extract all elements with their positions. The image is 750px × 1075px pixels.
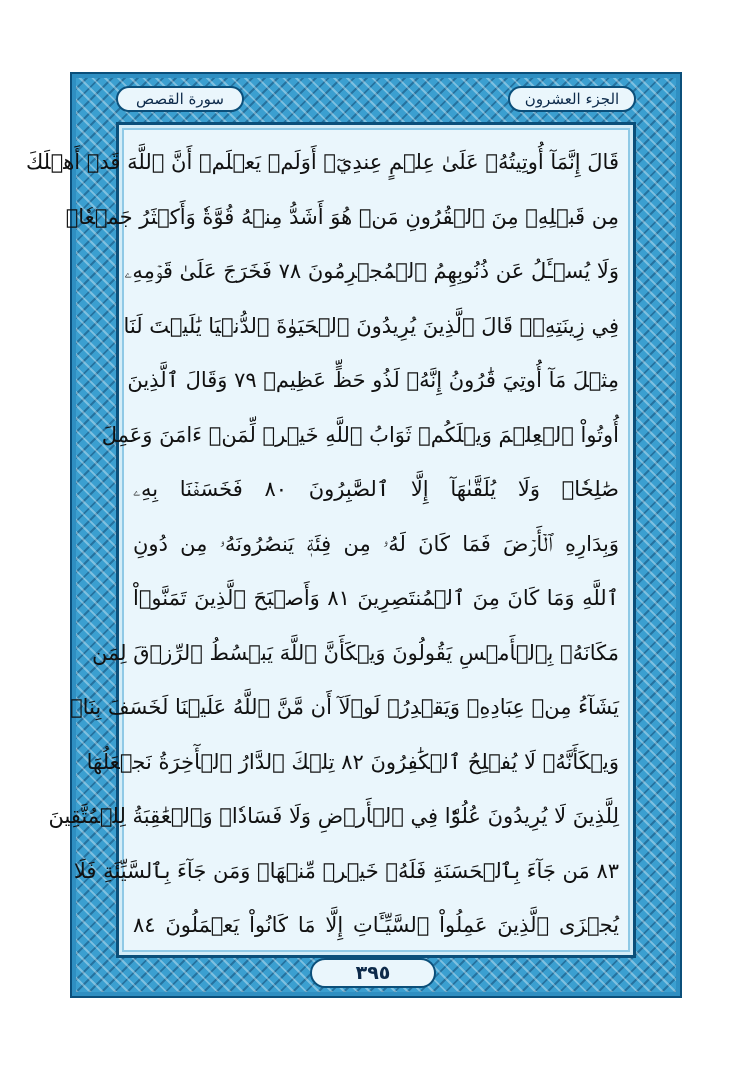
verse-line-11: يَشَآءُ مِنۡ عِبَادِهِۦ وَيَقۡدِرُۖ لَوۡلَآ أَن مَّنَّ ٱللَّهُ عَلَيۡنَا لَخَسَفَ بِنَاۖ [70, 695, 619, 719]
verse-line-14: ٨٣ مَن جَآءَ بِٱلۡحَسَنَةِ فَلَهُۥ خَيۡرٞ مِّنۡهَاۖ وَمَن جَآءَ بِٱلسَّيِّئَةِ فَلَا [73, 858, 619, 883]
text-panel [25, 122, 636, 958]
page-number: ٣٩٥ [310, 958, 436, 988]
verse-line-12: وَيۡكَأَنَّهُۥ لَا يُفۡلِحُ ٱلۡكَٰفِرُونَ ٨٢ تِلۡكَ ٱلدَّارُ ٱلۡأٓخِرَةُ نَجۡعَلُهَا [86, 749, 619, 774]
verse-line-7: صَٰلِحٗاۚ وَلَا يُلَقَّىٰهَآ إِلَّا ٱلصَّٰبِرُونَ ٨٠ فَخَسَفۡنَا بِهِۦ [133, 477, 619, 501]
verse-line-4: فِي زِينَتِهِۦۖ قَالَ ٱلَّذِينَ يُرِيدُونَ ٱلۡحَيَوٰةَ ٱلدُّنۡيَا يَٰلَيۡتَ لَنَا [123, 313, 619, 338]
juz-label: الجزء العشرون [508, 86, 636, 112]
verse-line-1: قَالَ إِنَّمَآ أُوتِيتُهُۥ عَلَىٰ عِلۡمٍ عِندِيٓۚ أَوَلَمۡ يَعۡلَمۡ أَنَّ ٱللَّهَ قَدۡ أَهۡلَكَ [25, 150, 619, 174]
verse-line-13: لِلَّذِينَ لَا يُرِيدُونَ عُلُوّٗا فِي ٱلۡأَرۡضِ وَلَا فَسَادٗاۚ وَٱلۡعَٰقِبَةُ لِلۡمُتَّقِينَ [48, 804, 619, 828]
verse-line-6: أُوتُواْ ٱلۡعِلۡمَ وَيۡلَكُمۡ ثَوَابُ ٱللَّهِ خَيۡرٞ لِّمَنۡ ءَامَنَ وَعَمِلَ [101, 422, 619, 447]
verse-lines [25, 135, 619, 953]
surah-name-label: سورة القصص [116, 86, 244, 112]
verse-line-5: مِثۡلَ مَآ أُوتِيَ قَٰرُونُ إِنَّهُۥ لَذُو حَظٍّ عَظِيمٖ ٧٩ وَقَالَ ٱلَّذِينَ [127, 368, 619, 392]
verse-line-15: يُجۡزَى ٱلَّذِينَ عَمِلُواْ ٱلسَّيِّـَٔاتِ إِلَّا مَا كَانُواْ يَعۡمَلُونَ ٨٤ [133, 913, 619, 937]
verse-line-8: وَبِدَارِهِ ٱلۡأَرۡضَ فَمَا كَانَ لَهُۥ مِن فِئَةٖ يَنصُرُونَهُۥ مِن دُونِ [133, 531, 619, 556]
verse-line-2: مِن قَبۡلِهِۦ مِنَ ٱلۡقُرُونِ مَنۡ هُوَ أَشَدُّ مِنۡهُ قُوَّةٗ وَأَكۡثَرُ جَمۡعٗاۚ [65, 204, 619, 229]
verse-line-10: مَكَانَهُۥ بِٱلۡأَمۡسِ يَقُولُونَ وَيۡكَأَنَّ ٱللَّهَ يَبۡسُطُ ٱلرِّزۡقَ لِمَن [92, 640, 619, 665]
page-header [86, 84, 666, 114]
verse-line-9: ٱللَّهِ وَمَا كَانَ مِنَ ٱلۡمُنتَصِرِينَ ٨١ وَأَصۡبَحَ ٱلَّذِينَ تَمَنَّوۡاْ [133, 586, 619, 610]
verse-line-3: وَلَا يُسۡـَٔلُ عَن ذُنُوبِهِمُ ٱلۡمُجۡرِمُونَ ٧٨ فَخَرَجَ عَلَىٰ قَوۡمِهِۦ [124, 259, 619, 283]
